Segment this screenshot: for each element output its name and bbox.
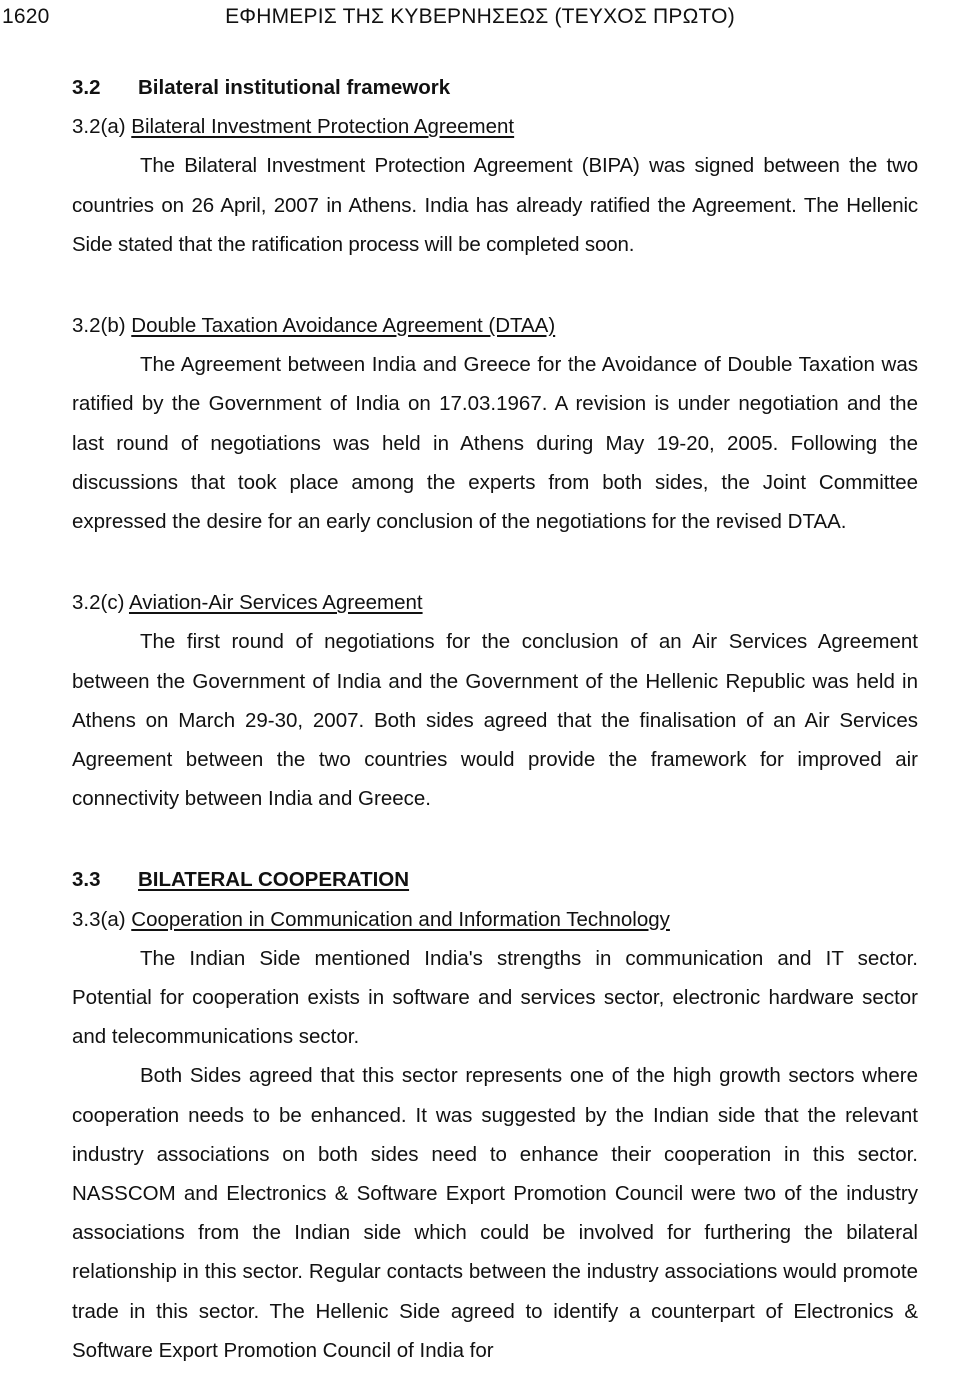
section-3-2a-paragraph: The Bilateral Investment Protection Agreement (BIPA) was signed between the two countries on 26 April, 2007 in Athens. India has already ratified the Agreement. The Hellenic Side stated that the ratification process will be completed soon. bbox=[72, 154, 918, 256]
section-title: Bilateral Investment Protection Agreement bbox=[131, 115, 515, 139]
section-3-3a-paragraph-2: Both Sides agreed that this sector represents one of the high growth sectors where cooperation needs to be enhanced. It was suggested by the Indian side that the relevant industry associations on both sides need to enhance their cooperation in this sector. NASSCOM and Electronics & Software Export Promotion Council were two of the industry associations from the Indian side which could be involved for furthering the bilateral relationship in this sector. Regular contacts between the industry associations would promote trade in this sector. The Hellenic Side agreed to identify a counterpart of Electronics & Software Export Promotion Council of India for bbox=[72, 1064, 918, 1362]
section-number: 3.2(a) bbox=[72, 115, 126, 139]
section-3-3-heading bbox=[72, 860, 918, 899]
section-3-2b-heading bbox=[72, 306, 918, 345]
section-3-2a-heading bbox=[72, 107, 918, 146]
document-body bbox=[72, 68, 918, 1370]
section-3-2c-heading bbox=[72, 583, 918, 622]
section-number: 3.3(a) bbox=[72, 907, 126, 931]
running-header bbox=[0, 2, 960, 32]
section-number: 3.2 bbox=[72, 76, 101, 99]
gazette-title: ΕΦΗΜΕΡΙΣ ΤΗΣ ΚΥΒΕΡΝΗΣΕΩΣ (ΤΕΥΧΟΣ ΠΡΩΤΟ) bbox=[225, 5, 735, 28]
section-title: Aviation-Air Services Agreement bbox=[128, 591, 423, 615]
section-title: Double Taxation Avoidance Agreement (DTAA) bbox=[131, 314, 556, 338]
page-number: 1620 bbox=[2, 5, 50, 28]
section-3-2-heading bbox=[72, 68, 918, 107]
section-title: Cooperation in Communication and Information Technology bbox=[131, 907, 670, 931]
section-number: 3.3 bbox=[72, 868, 101, 892]
section-number: 3.2(c) bbox=[72, 591, 125, 615]
section-3-3a-heading bbox=[72, 900, 918, 939]
section-title: Bilateral institutional framework bbox=[138, 76, 451, 99]
spacer bbox=[72, 818, 918, 860]
section-3-2b-paragraph: The Agreement between India and Greece for the Avoidance of Double Taxation was ratified by the Government of India on 17.03.1967. A revision is under negotiation and the last round of negotiations was held in Athens during May 19-20, 2005. Following the discussions that took place among the experts from both sides, the Joint Committee expressed the desire for an early conclusion of the negotiations for the revised DTAA. bbox=[72, 353, 918, 534]
section-3-2c-paragraph: The first round of negotiations for the conclusion of an Air Services Agreement between the Government of India and the Government of the Hellenic Republic was held in Athens on March 29-30, 2007. Both sides agreed that the finalisation of an Air Services Agreement between the two countries would provide the framework for improved air connectivity between India and Greece. bbox=[72, 630, 918, 811]
spacer bbox=[72, 541, 918, 583]
section-3-3a-paragraph-1: The Indian Side mentioned India's strengths in communication and IT sector. Potential for cooperation exists in software and services sector, electronic hardware sector and telecommunications sector. bbox=[72, 946, 918, 1049]
spacer bbox=[72, 264, 918, 306]
section-number: 3.2(b) bbox=[72, 314, 126, 338]
section-title: BILATERAL COOPERATION bbox=[138, 868, 410, 892]
